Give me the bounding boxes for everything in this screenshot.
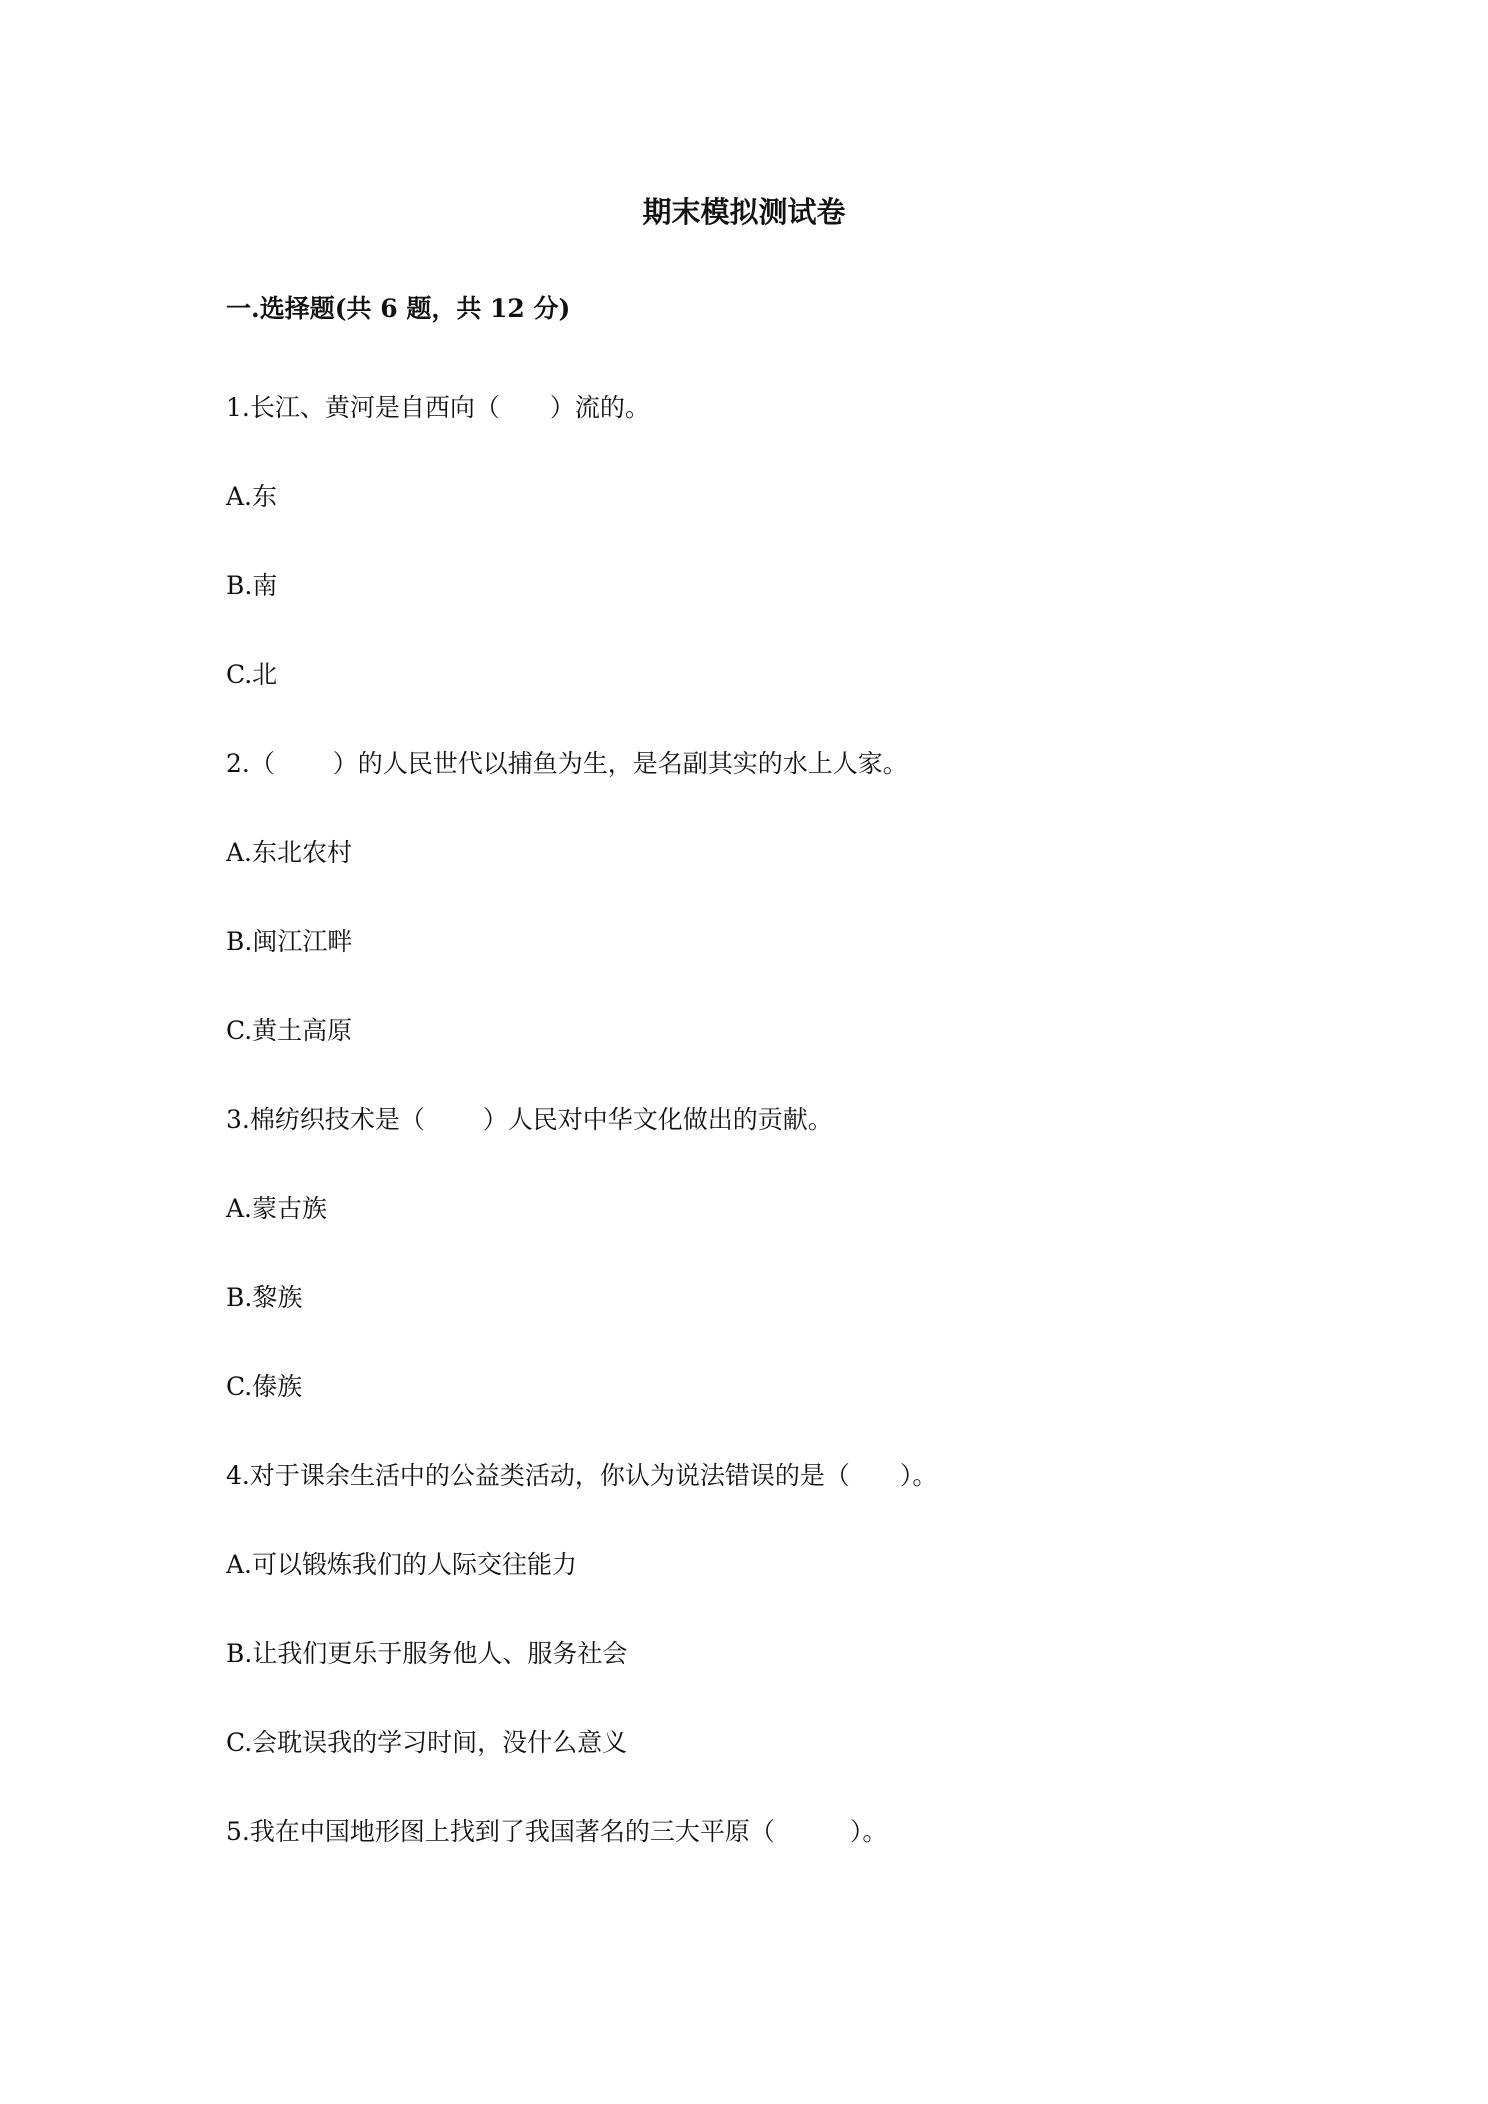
question-3-option-a[interactable]: A.蒙古族 [226, 1194, 328, 1223]
question-3-option-c[interactable]: C.傣族 [226, 1372, 303, 1401]
question-3-option-b[interactable]: B.黎族 [226, 1283, 303, 1312]
question-1-option-a[interactable]: A.东 [226, 482, 278, 511]
question-2-option-b[interactable]: B.闽江江畔 [226, 927, 353, 956]
question-4-option-b[interactable]: B.让我们更乐于服务他人、服务社会 [226, 1639, 628, 1668]
question-4-option-c[interactable]: C.会耽误我的学习时间，没什么意义 [226, 1728, 628, 1757]
page-title: 期末模拟测试卷 [642, 195, 846, 229]
question-3-stem: 3.棉纺织技术是（ ）人民对中华文化做出的贡献。 [226, 1105, 833, 1134]
question-1-option-b[interactable]: B.南 [226, 571, 278, 600]
question-4-stem: 4.对于课余生活中的公益类活动，你认为说法错误的是（ ）。 [226, 1461, 938, 1490]
question-1-stem: 1.长江、黄河是自西向（ ）流的。 [226, 393, 650, 422]
question-5-stem: 5.我在中国地形图上找到了我国著名的三大平原（ ）。 [226, 1817, 888, 1846]
question-2-option-a[interactable]: A.东北农村 [226, 838, 353, 867]
question-1-option-c[interactable]: C.北 [226, 660, 278, 689]
question-2-stem: 2.（ ）的人民世代以捕鱼为生，是名副其实的水上人家。 [226, 749, 908, 778]
question-4-option-a[interactable]: A.可以锻炼我们的人际交往能力 [226, 1550, 578, 1579]
question-2-option-c[interactable]: C.黄土高原 [226, 1016, 353, 1045]
section-heading: 一.选择题(共 6 题，共 12 分) [226, 294, 571, 323]
